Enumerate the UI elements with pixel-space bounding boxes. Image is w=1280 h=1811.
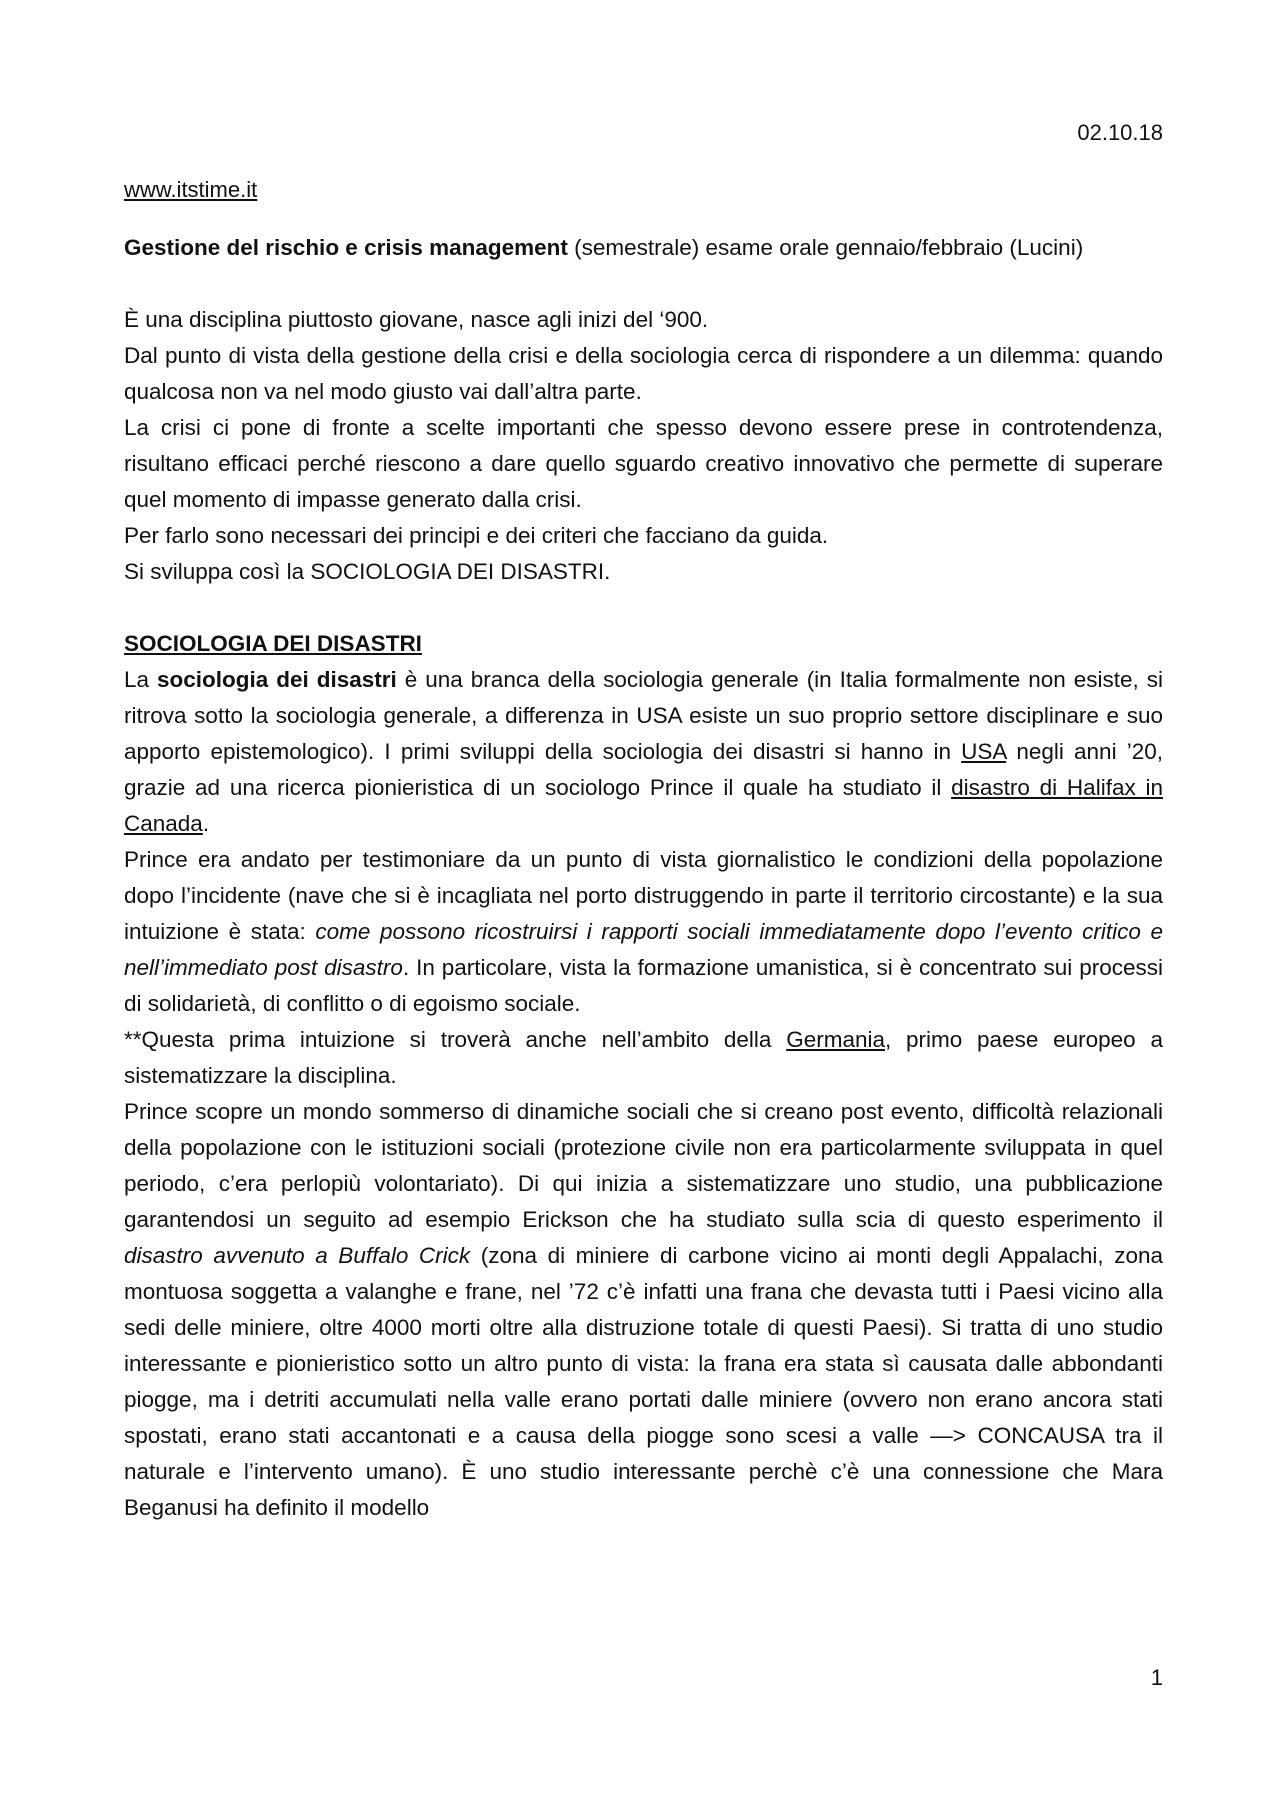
text-run: La [124, 667, 158, 692]
text-run: Prince scopre un mondo sommerso di dinamiche sociali che si creano post evento, difficoltà relazionali della popolazione con le istituzioni sociali (protezione civile non era particolarmente sviluppata in quel periodo, c’era perlopiù volontariato). Di qui inizia a sistematizzare uno studio, una pubblicazione garantendosi un seguito ad esempio Erickson che ha studiato sulla scia di questo esperimento il [124, 1099, 1163, 1232]
italic-question: come possono ricostruirsi i rapporti sociali immediatamente dopo l’evento critico e nell’immediato post disastro [124, 919, 1163, 980]
document-date: 02.10.18 [1077, 120, 1163, 145]
page-number: 1 [1150, 1665, 1163, 1690]
section-title: SOCIOLOGIA DEI DISASTRI [124, 631, 422, 656]
document-body [124, 172, 1163, 1526]
text-run: (zona di miniere di carbone vicino ai monti degli Appalachi, zona montuosa soggetta a valanghe e frane, nel ’72 c’è infatti una frana che devasta tutti i Paesi vicino alla sedi delle miniere, oltre 4000 morti oltre alla distruzione totale di questi Paesi). Si tratta di uno studio interessante e pionieristico sotto un altro punto di vista: la frana era stata sì causata dalle abbondanti piogge, ma i detriti accumulati nella valle erano portati dalle miniere (ovvero non erano ancora stati spostati, erano stati accantonati e a causa della piogge sono scesi a valle —> CONCAUSA tra il naturale e l’intervento umano). È uno studio interessante perchè c’è una connessione che Mara Beganusi ha definito il modello [124, 1243, 1163, 1520]
text-run: Prince era andato per testimoniare da un punto di vista giornalistico le condizioni della popolazione dopo l’incidente (nave che si è incagliata nel porto distruggendo in parte il territorio circostante) e la sua intuizione è stata: [124, 847, 1163, 944]
section-paragraph-3 [124, 1022, 1163, 1094]
text-run: **Questa prima intuizione si troverà anche nell’ambito della [124, 1027, 787, 1052]
section-paragraph-1 [124, 662, 1163, 842]
italic-disaster: disastro avvenuto a Buffalo Crick [124, 1243, 471, 1268]
intro-paragraph-4: Per farlo sono necessari dei principi e dei criteri che facciano da guida. [124, 523, 829, 548]
text-run: . [202, 811, 210, 836]
intro-paragraph-1: È una disciplina piuttosto giovane, nasce agli inizi del ‘900. [124, 307, 709, 332]
website-link[interactable]: www.itstime.it [124, 177, 258, 202]
underlined-halifax: disastro di Halifax in Canada [124, 775, 1163, 836]
section-paragraph-4 [124, 1094, 1163, 1526]
underlined-germany: Germania [786, 1027, 885, 1052]
text-run: è una branca della sociologia generale (in Italia formalmente non esiste, si ritrova sotto la sociologia generale, a differenza in USA esiste un suo proprio settore disciplinare e suo apporto epistemologico). I primi sviluppi della sociologia dei disastri si hanno in [124, 667, 1163, 764]
intro-paragraph-2: Dal punto di vista della gestione della crisi e della sociologia cerca di rispondere a un dilemma: quando qualcosa non va nel modo giusto vai dall’altra parte. [124, 343, 1163, 404]
section-paragraph-2 [124, 842, 1163, 1022]
course-title: Gestione del rischio e crisis management [124, 235, 568, 260]
text-run: , primo paese europeo a sistematizzare la disciplina. [124, 1027, 1163, 1088]
intro-section [124, 302, 1163, 590]
course-details: (semestrale) esame orale gennaio/febbraio (Lucini) [567, 235, 1084, 260]
text-run: negli anni ’20, grazie ad una ricerca pionieristica di un sociologo Prince il quale ha studiato il [124, 739, 1163, 800]
intro-paragraph-3: La crisi ci pone di fronte a scelte importanti che spesso devono essere prese in controtendenza, risultano efficaci perché riescono a dare quello sguardo creativo innovativo che permette di superare quel momento di impasse generato dalla crisi. [124, 415, 1163, 512]
course-heading [124, 230, 1163, 266]
underlined-usa: USA [961, 739, 1007, 764]
text-run: . In particolare, vista la formazione umanistica, si è concentrato sui processi di solidarietà, di conflitto o di egoismo sociale. [124, 955, 1163, 1016]
bold-term: sociologia dei disastri [157, 667, 397, 692]
intro-paragraph-5: Si sviluppa così la SOCIOLOGIA DEI DISASTRI. [124, 559, 611, 584]
